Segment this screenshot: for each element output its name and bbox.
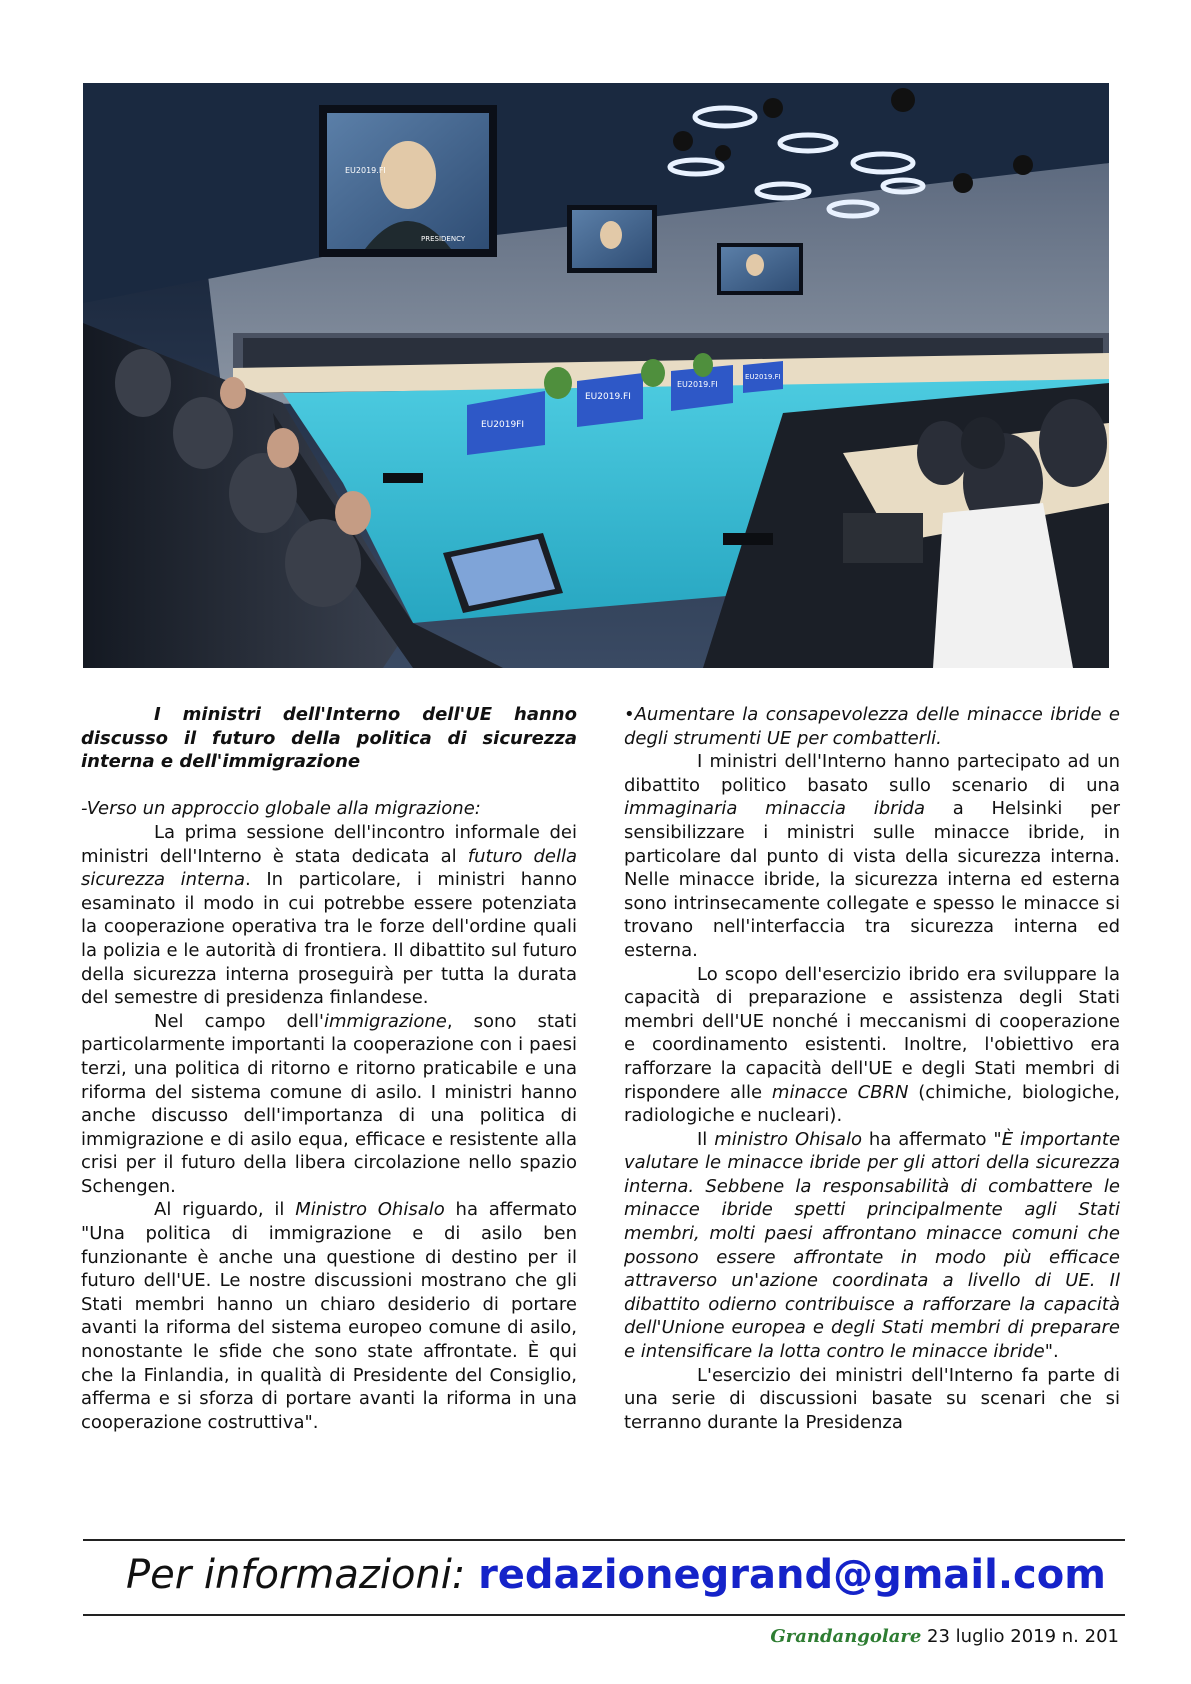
emphasis: futuro della sicurezza interna [81,845,577,891]
emphasis: immaginaria minaccia ibrida [624,798,925,820]
contact-label: Per informazioni: [126,1552,479,1598]
banner-1: EU2019FI [481,420,525,430]
paragraph-left-1 [81,821,577,1010]
divider-top [83,1539,1125,1541]
emphasis: immigrazione [323,1010,447,1032]
emphasis: Ministro Ohisalo [295,1199,445,1221]
text-run: Nel campo dell' [154,1010,324,1032]
screen-label-1: EU2019.FI [345,166,386,175]
text-run: ha affermato " [861,1128,1002,1150]
paragraph-right-1 [624,750,1120,962]
publication-name: Grandangolare [770,1626,922,1647]
paragraph-left-3 [81,1198,577,1434]
paragraph-right-2 [624,963,1120,1128]
text-run: a Helsinki per sensibilizzare i ministri sulle minacce ibride, in particolare dal punto di vista della sicurezza interna. Nelle minacce ibride, la sicurezza interna ed esterna sono intrinsecamente collegate e spesso le minacce si trovano nell'interfaccia tra sicurezza interna ed esterna. [624,798,1120,961]
banner-2: EU2019.FI [585,392,631,402]
meeting-photo-illustration [83,83,1109,668]
screen-label-2: PRESIDENCY [421,235,466,243]
text-run: , sono stati particolarmente importanti la cooperazione con i paesi terzi, una politica di ritorno e ritorno praticabile e una riforma del sistema comune di asilo. I ministri hanno anche discusso dell'importanza di una politica di immigrazione e di asilo equa, efficace e resistente alla crisi per il futuro della libera circolazione nello spazio Schengen. [81,1010,577,1197]
contact-line [126,1545,1106,1605]
article-right-column [624,703,1120,1434]
text-run: (chimiche, biologiche, radiologiche e nucleari). [624,1081,1120,1127]
divider-bottom [83,1614,1125,1616]
text-run: ha affermato "Una politica di immigrazione e di asilo ben funzionante è anche una questione di destino per il futuro dell'UE. Le nostre discussioni mostrano che gli Stati membri hanno un chiaro desiderio di portare avanti la riforma del sistema europeo comune di asilo, nonostante le sfide che sono state affrontate. È qui che la Finlandia, in qualità di Presidente del Consiglio, afferma e si sforza di portare avanti la riforma in una cooperazione costruttiva". [81,1199,577,1433]
page-footer [770,1626,1119,1647]
meeting-photo [83,83,1109,668]
banner-3: EU2019.FI [677,380,718,389]
text-run: Il [697,1128,715,1150]
text-run: I ministri dell'Interno hanno partecipato ad un dibattito politico basato sullo scenario di una [624,751,1120,796]
paragraph-right-3 [624,1128,1120,1364]
subhead-text: -Verso un approccio globale alla migrazione: [81,798,481,820]
article-left-column [81,703,577,1434]
text-run: ". [1044,1341,1059,1363]
text-run: . In particolare, i ministri hanno esaminato il modo in cui potrebbe essere potenziata la cooperazione operativa tra le forze dell'ordine quali la polizia e le autorità di frontiera. Il dibattito sul futuro della sicurezza interna proseguirà per tutta la durata del semestre di presidenza finlandese. [81,869,577,1009]
text-run: La prima sessione dell'incontro informale dei ministri dell'Interno è stata dedicata al [81,821,577,867]
spacer [81,774,577,798]
bullet-item [624,703,1120,750]
issue-date: 23 luglio 2019 n. 201 [921,1626,1119,1647]
article-headline: I ministri dell'Interno dell'UE hanno discusso il futuro della politica di sicurezza interna e dell'immigrazione [81,704,577,773]
paragraph-left-2 [81,1010,577,1199]
text-run: Al riguardo, il [154,1199,296,1221]
quote: È importante valutare le minacce ibride per gli attori della sicurezza interna. Sebbene la responsabilità di combattere le minacce ibride spetti principalmente agli Stati membri, molti paesi affrontano minacce comuni che possono essere affrontate in modo più efficace attraverso un'azione coordinata a livello di UE. Il dibattito odierno contribuisce a rafforzare la capacità dell'Unione europea e degli Stati membri di preparare e intensificare la lotta contro le minacce ibride [624,1128,1121,1363]
emphasis: minacce CBRN [771,1081,909,1103]
emphasis: ministro Ohisalo [714,1128,862,1150]
contact-email-link[interactable]: redazionegrand@gmail.com [478,1552,1106,1598]
paragraph-right-4: L'esercizio dei ministri dell'Interno fa parte di una serie di discussioni basate su scenari che si terranno durante la Presidenza [624,1364,1120,1433]
section-subhead [81,797,577,821]
bullet-text: •Aumentare la consapevolezza delle minacce ibride e degli strumenti UE per combatterli. [624,704,1120,749]
text-run: Lo scopo dell'esercizio ibrido era sviluppare la capacità di preparazione e assistenza degli Stati membri dell'UE nonché i meccanismi di cooperazione e coordinamento esistenti. Inoltre, l'obiettivo era rafforzare la capacità dell'UE e degli Stati membri di rispondere alle [624,963,1120,1103]
banner-4: EU2019.FI [745,373,781,381]
